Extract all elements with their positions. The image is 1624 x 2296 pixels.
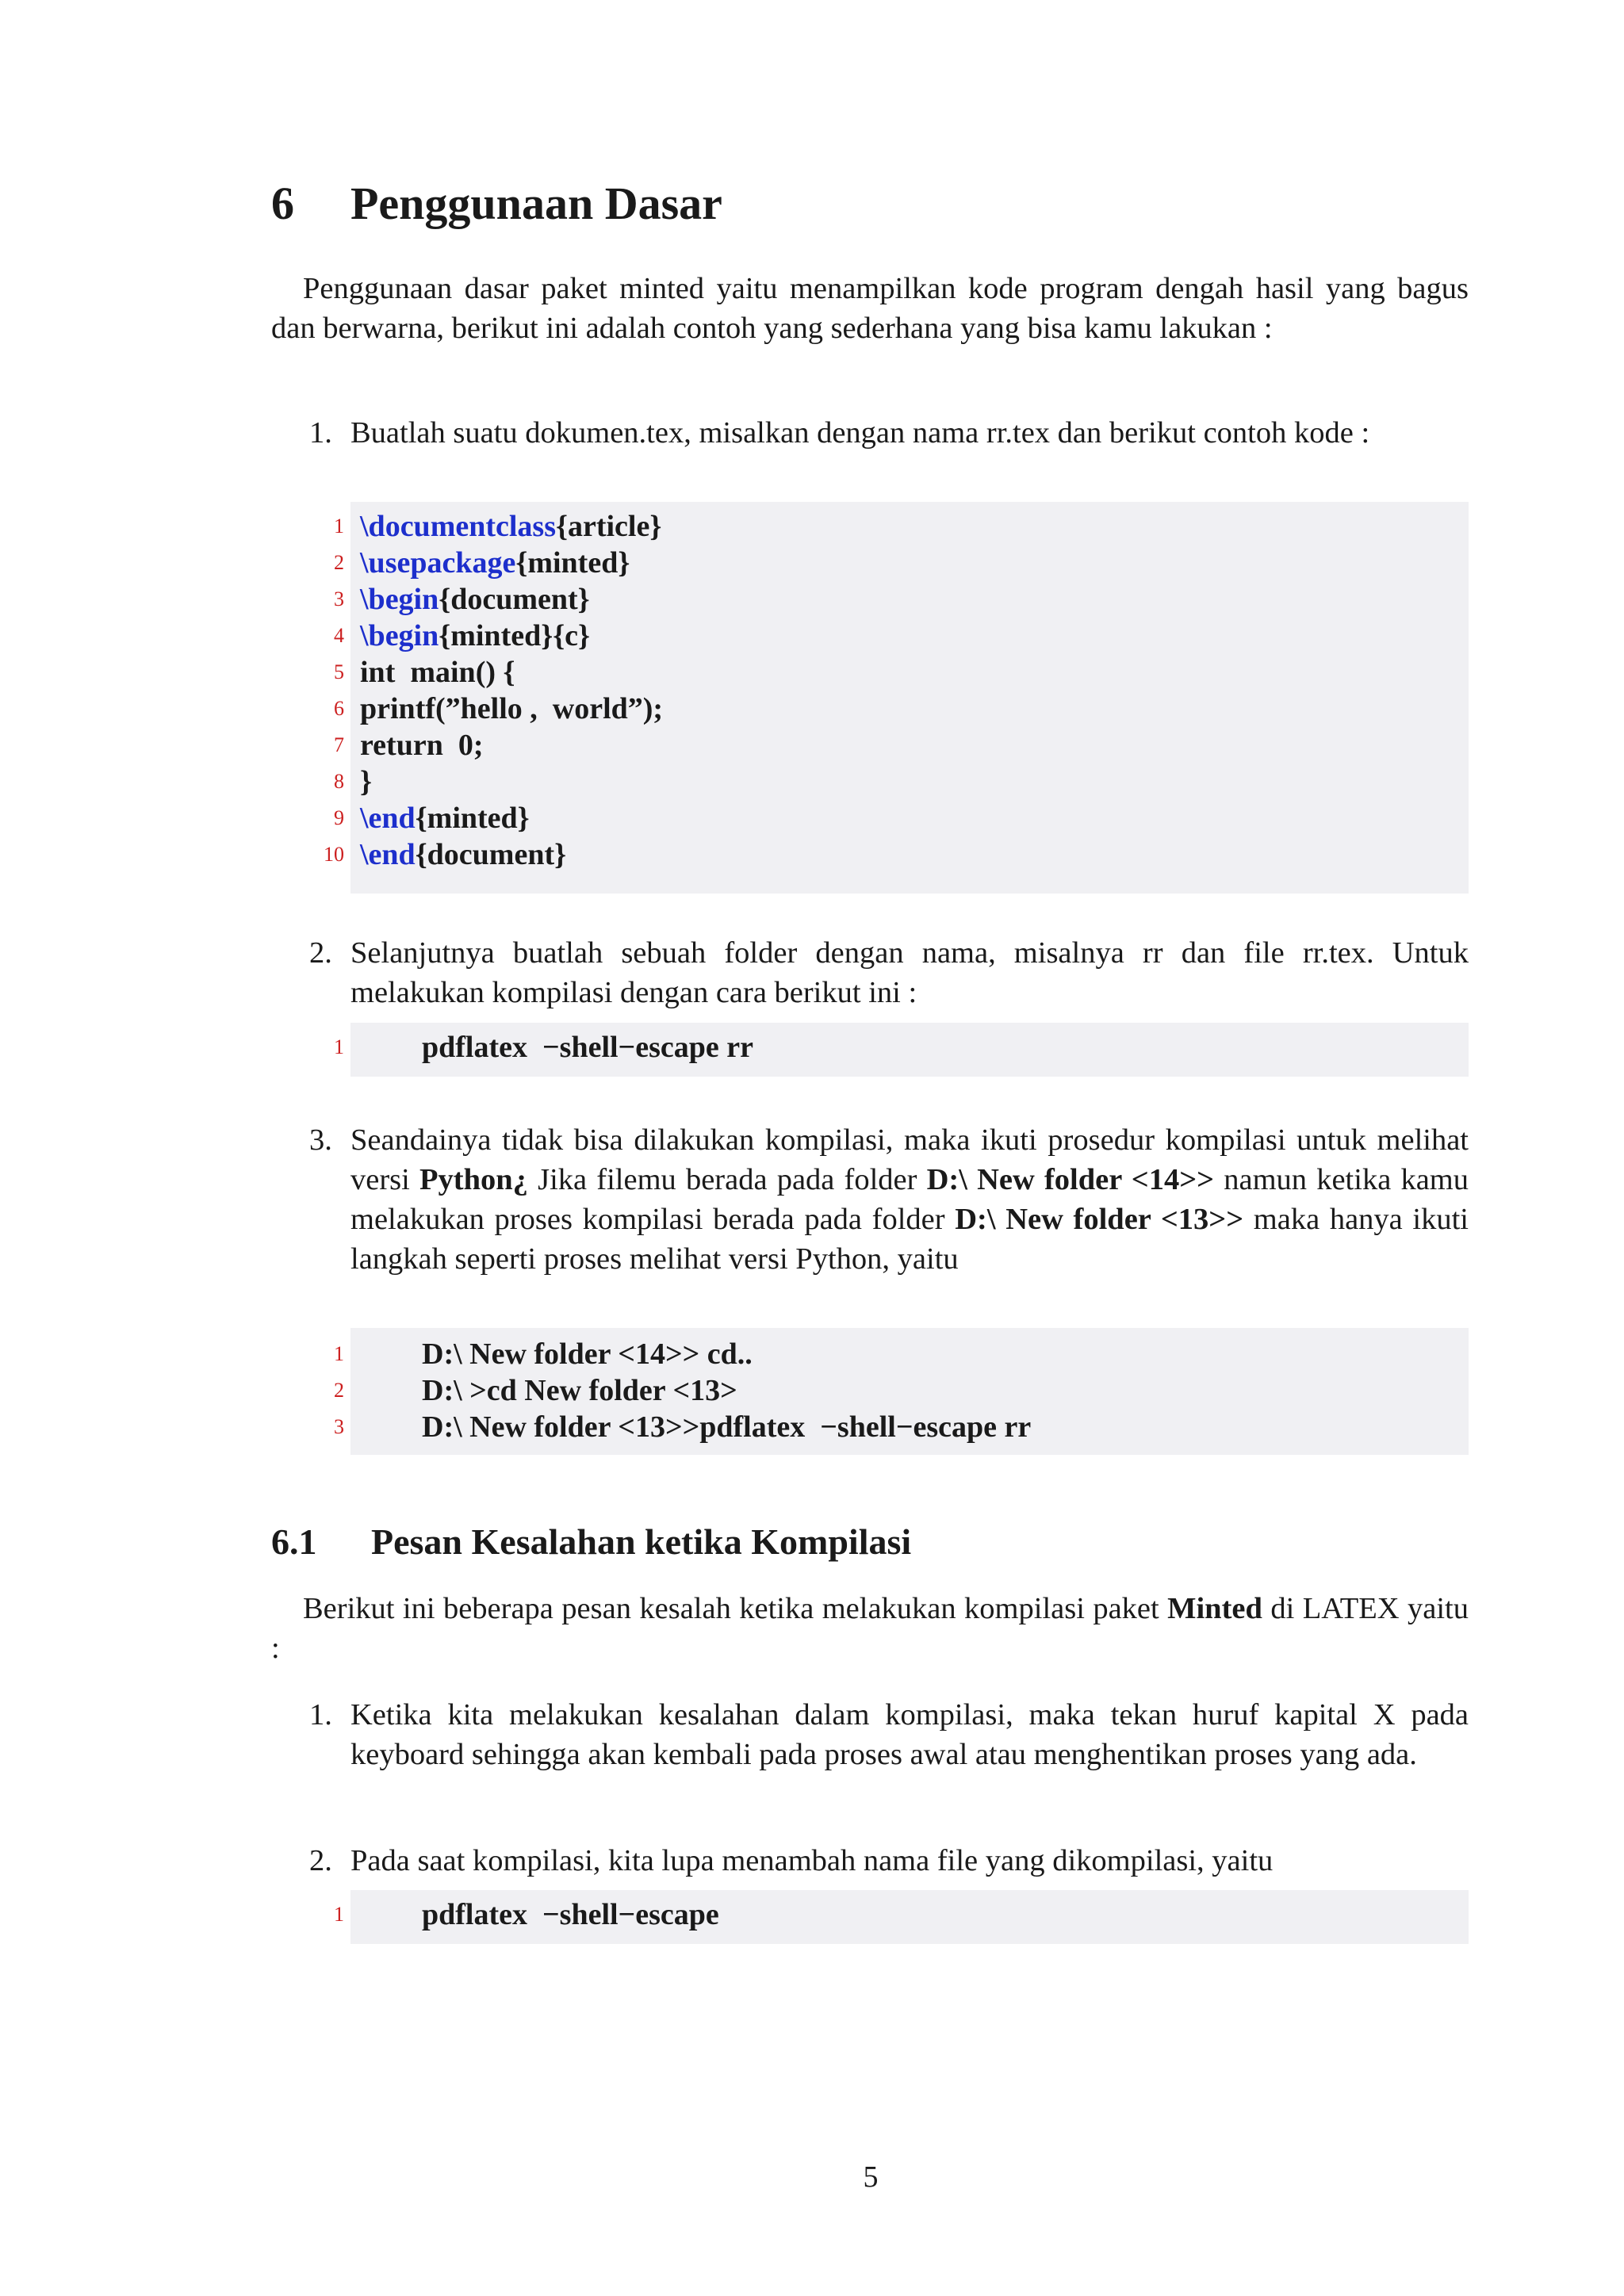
list-marker: 2. bbox=[309, 936, 332, 970]
code-line bbox=[324, 836, 1469, 873]
code-text: printf(”hello , world”); bbox=[360, 692, 664, 725]
line-number: 6 bbox=[334, 697, 344, 720]
section-number: 6 bbox=[271, 178, 294, 229]
code-text: {minted} bbox=[415, 802, 530, 835]
line-number: 7 bbox=[334, 733, 344, 756]
code-text: {document} bbox=[439, 583, 590, 616]
line-number: 5 bbox=[334, 660, 344, 683]
list-item-2 bbox=[309, 933, 1469, 1012]
code-block-1 bbox=[324, 502, 1469, 894]
line-number: 1 bbox=[334, 1903, 344, 1926]
subsection-title: Pesan Kesalahan ketika Kompilasi bbox=[371, 1521, 912, 1562]
latex-command: \begin bbox=[360, 619, 439, 652]
code-line bbox=[334, 1409, 1469, 1445]
list-item-text: Selanjutnya buatlah sebuah folder dengan nama, misalnya rr dan file rr.tex. Untuk melakukan kompilasi dengan cara berikut ini : bbox=[350, 936, 1469, 1009]
latex-command: \end bbox=[360, 802, 416, 835]
code-line bbox=[334, 654, 1469, 691]
list-marker: 2. bbox=[309, 1844, 332, 1877]
line-number: 2 bbox=[334, 1379, 344, 1402]
list-item-text: maka hanya ikuti langkah seperti proses melihat versi Python, yaitu bbox=[350, 1203, 1469, 1276]
code-text: {document} bbox=[415, 838, 567, 871]
code-text: pdflatex −shell−escape rr bbox=[422, 1031, 753, 1064]
section-heading bbox=[271, 178, 722, 229]
sub-list-item-2 bbox=[309, 1841, 1469, 1881]
sub-list-item-1 bbox=[309, 1695, 1469, 1774]
minted-term: Minted bbox=[1167, 1592, 1262, 1625]
code-line bbox=[334, 618, 1469, 654]
code-line bbox=[334, 1372, 1469, 1409]
code-line bbox=[334, 1896, 1469, 1933]
list-item-text: Jika filemu berada pada folder bbox=[527, 1163, 927, 1196]
latex-command: \begin bbox=[360, 583, 439, 616]
intro-text: Penggunaan dasar paket minted yaitu menampilkan kode program dengah hasil yang bagus dan berwarna, berikut ini adalah contoh yang sederhana yang bisa kamu lakukan : bbox=[271, 272, 1469, 345]
line-number: 9 bbox=[334, 806, 344, 829]
subsection-heading bbox=[271, 1521, 912, 1562]
code-text: int main() { bbox=[360, 656, 515, 689]
page-number: 5 bbox=[863, 2160, 879, 2194]
code-text: } bbox=[360, 765, 372, 798]
code-line bbox=[334, 691, 1469, 727]
list-item-1 bbox=[309, 413, 1469, 453]
line-number: 1 bbox=[334, 1035, 344, 1058]
code-text: D:\ New folder <14>> cd.. bbox=[422, 1337, 753, 1371]
intro-paragraph bbox=[271, 269, 1469, 348]
latex-command: \end bbox=[360, 838, 416, 871]
code-text: {article} bbox=[556, 510, 662, 543]
python-term: Python¿ bbox=[419, 1163, 528, 1196]
code-text: {minted} bbox=[515, 546, 630, 580]
code-block-4 bbox=[334, 1890, 1469, 1944]
list-marker: 1. bbox=[309, 416, 332, 450]
list-item-3 bbox=[309, 1120, 1469, 1279]
list-item-text: Buatlah suatu dokumen.tex, misalkan dengan nama rr.tex dan berikut contoh kode : bbox=[350, 416, 1370, 450]
list-item-text: Pada saat kompilasi, kita lupa menambah nama file yang dikompilasi, yaitu bbox=[350, 1844, 1274, 1877]
list-item-text: namun ketika kamu melakukan proses kompilasi berada pada folder bbox=[350, 1163, 1469, 1236]
paragraph-text: Berikut ini beberapa pesan kesalah ketika melakukan kompilasi paket bbox=[303, 1592, 1168, 1625]
list-item-text: Ketika kita melakukan kesalahan dalam kompilasi, maka tekan huruf kapital X pada keyboard sehingga akan kembali pada proses awal atau menghentikan proses yang ada. bbox=[350, 1698, 1469, 1771]
list-marker: 1. bbox=[309, 1698, 332, 1732]
latex-command: \usepackage bbox=[360, 546, 516, 580]
subsection-number: 6.1 bbox=[271, 1521, 317, 1562]
code-line bbox=[334, 1336, 1469, 1372]
folder-path: D:\ New folder <14>> bbox=[926, 1163, 1215, 1196]
code-block-3 bbox=[334, 1328, 1469, 1455]
line-number: 2 bbox=[334, 551, 344, 574]
code-line bbox=[334, 508, 1469, 545]
code-block-2 bbox=[334, 1023, 1469, 1077]
line-number: 3 bbox=[334, 1415, 344, 1438]
line-number: 8 bbox=[334, 770, 344, 793]
code-text: return 0; bbox=[360, 729, 484, 762]
code-text: pdflatex −shell−escape bbox=[422, 1898, 719, 1931]
line-number: 1 bbox=[334, 1342, 344, 1365]
code-line bbox=[334, 727, 1469, 763]
list-marker: 3. bbox=[309, 1123, 332, 1157]
line-number: 3 bbox=[334, 587, 344, 610]
code-text: {minted}{c} bbox=[439, 619, 591, 652]
code-text: D:\ New folder <13>>pdflatex −shell−escape rr bbox=[422, 1410, 1032, 1444]
line-number: 4 bbox=[334, 624, 344, 647]
subsection-intro-paragraph bbox=[271, 1589, 1469, 1668]
code-text: D:\ >cd New folder <13> bbox=[422, 1374, 737, 1407]
folder-path: D:\ New folder <13>> bbox=[955, 1203, 1244, 1236]
code-line bbox=[334, 763, 1469, 800]
list-item-text: Seandainya tidak bisa dilakukan kompilasi, maka ikuti prosedur kompilasi untuk melihat versi bbox=[350, 1123, 1469, 1196]
code-line bbox=[334, 1029, 1469, 1066]
latex-command: \documentclass bbox=[360, 510, 556, 543]
section-title: Penggunaan Dasar bbox=[350, 178, 722, 229]
line-number: 10 bbox=[324, 843, 344, 866]
paragraph-text: di LATEX yaitu : bbox=[271, 1592, 1469, 1665]
line-number: 1 bbox=[334, 515, 344, 538]
code-line bbox=[334, 545, 1469, 581]
code-line bbox=[334, 581, 1469, 618]
code-line bbox=[334, 800, 1469, 836]
